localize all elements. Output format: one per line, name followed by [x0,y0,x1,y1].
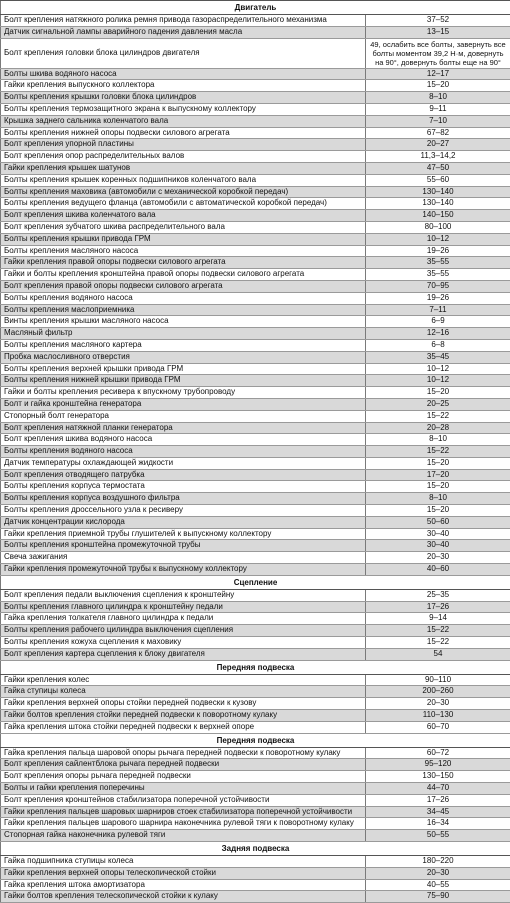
fastener-name: Гайки крепления промежуточной трубы к выпускному коллектору [1,564,366,576]
fastener-name: Гайки болтов крепления телескопической стойки к кулаку [1,891,366,903]
table-row [1,806,510,818]
table-row [1,210,510,222]
fastener-name: Болты крепления нижней опоры подвески силового агрегата [1,127,366,139]
torque-value: 20–30 [366,552,510,564]
fastener-name: Гайка крепления толкателя главного цилиндра к педали [1,613,366,625]
fastener-name: Гайки крепления верхней опоры стойки передней подвески к кузову [1,698,366,710]
table-row [1,648,510,660]
fastener-name: Крышка заднего сальника коленчатого вала [1,115,366,127]
fastener-name: Масляный фильтр [1,328,366,340]
torque-value: 17–20 [366,469,510,481]
torque-value: 34–45 [366,806,510,818]
table-row [1,434,510,446]
torque-value: 16–34 [366,818,510,830]
fastener-name: Гайка подшипника ступицы колеса [1,856,366,868]
fastener-name: Гайки крепления колес [1,674,366,686]
table-row [1,245,510,257]
table-row [1,747,510,759]
torque-value: 10–12 [366,233,510,245]
torque-value: 12–16 [366,328,510,340]
torque-value: 47–50 [366,162,510,174]
fastener-name: Датчик концентрации кислорода [1,516,366,528]
table-row [1,80,510,92]
fastener-name: Гайки болтов крепления стойки передней подвески к поворотному кулаку [1,710,366,722]
torque-value: 8–10 [366,434,510,446]
table-row [1,233,510,245]
table-row [1,198,510,210]
torque-value: 67–82 [366,127,510,139]
table-row [1,698,510,710]
table-row [1,38,510,68]
torque-value: 60–72 [366,747,510,759]
torque-value: 6–8 [366,339,510,351]
table-row [1,637,510,649]
table-row [1,162,510,174]
fastener-name: Болты крепления корпуса термостата [1,481,366,493]
table-row [1,410,510,422]
section-title: Задняя подвеска [1,842,510,856]
fastener-name: Болты крепления водяного насоса [1,446,366,458]
table-row [1,493,510,505]
fastener-name: Болт крепления картера сцепления к блоку двигателя [1,648,366,660]
torque-value: 15–20 [366,387,510,399]
section-title: Передняя подвеска [1,733,510,747]
table-row [1,151,510,163]
fastener-name: Гайка крепления пальца шаровой опоры рычага передней подвески к поворотному кулаку [1,747,366,759]
table-row [1,830,510,842]
fastener-name: Болты крепления кожуха сцепления к маховику [1,637,366,649]
fastener-name: Болт крепления педали выключения сцепления к кронштейну [1,589,366,601]
fastener-name: Болты крепления маслоприемника [1,304,366,316]
table-row [1,879,510,891]
table-row [1,221,510,233]
table-row [1,446,510,458]
table-row [1,625,510,637]
fastener-name: Болты крепления дроссельного узла к ресиверу [1,505,366,517]
fastener-name: Болты крепления водяного насоса [1,292,366,304]
torque-value: 25–35 [366,589,510,601]
table-row [1,68,510,80]
section-header [1,733,510,747]
torque-value: 130–140 [366,186,510,198]
torque-value: 35–55 [366,257,510,269]
table-row [1,528,510,540]
table-row [1,186,510,198]
table-row [1,771,510,783]
fastener-name: Болты крепления маховика (автомобили с механической коробкой передач) [1,186,366,198]
torque-value: 55–60 [366,174,510,186]
table-row [1,269,510,281]
table-row [1,92,510,104]
fastener-name: Стопорная гайка наконечника рулевой тяги [1,830,366,842]
fastener-name: Стопорный болт генератора [1,410,366,422]
fastener-name: Болты крепления термозащитного экрана к выпускному коллектору [1,103,366,115]
torque-value: 110–130 [366,710,510,722]
fastener-name: Болт крепления натяжного ролика ремня привода газораспределительного механизма [1,15,366,27]
torque-value: 30–40 [366,528,510,540]
torque-value: 40–60 [366,564,510,576]
table-row [1,139,510,151]
fastener-name: Гайки крепления крышек шатунов [1,162,366,174]
torque-value: 19–26 [366,292,510,304]
table-row [1,674,510,686]
fastener-name: Датчик сигнальной лампы аварийного падения давления масла [1,26,366,38]
fastener-name: Пробка маслосливного отверстия [1,351,366,363]
table-row [1,564,510,576]
torque-value: 17–26 [366,794,510,806]
table-row [1,304,510,316]
table-row [1,127,510,139]
torque-value: 15–20 [366,505,510,517]
torque-value: 180–220 [366,856,510,868]
table-row [1,710,510,722]
torque-value: 200–260 [366,686,510,698]
table-row [1,15,510,27]
table-row [1,469,510,481]
table-row [1,686,510,698]
table-row [1,505,510,517]
torque-value: 50–55 [366,830,510,842]
table-body [1,1,510,903]
torque-value: 17–26 [366,601,510,613]
torque-value: 7–10 [366,115,510,127]
fastener-name: Болты крепления нижней крышки привода ГРМ [1,375,366,387]
table-row [1,375,510,387]
torque-value: 20–25 [366,398,510,410]
torque-value: 12–17 [366,68,510,80]
table-row [1,328,510,340]
fastener-name: Гайка крепления штока амортизатора [1,879,366,891]
fastener-name: Болт крепления опоры рычага передней подвески [1,771,366,783]
torque-value: 13–15 [366,26,510,38]
fastener-name: Болт и гайка кронштейна генератора [1,398,366,410]
torque-value: 70–95 [366,280,510,292]
section-title: Сцепление [1,575,510,589]
torque-value: 15–22 [366,625,510,637]
fastener-name: Болты крепления крышки привода ГРМ [1,233,366,245]
fastener-name: Болты крепления кронштейна промежуточной трубы [1,540,366,552]
fastener-name: Болты крепления корпуса воздушного фильтра [1,493,366,505]
fastener-name: Гайки крепления приемной трубы глушителей к выпускному коллектору [1,528,366,540]
fastener-name: Гайки и болты крепления кронштейна правой опоры подвески силового агрегата [1,269,366,281]
torque-value: 8–10 [366,92,510,104]
fastener-name: Болт крепления сайлентблока рычага передней подвески [1,759,366,771]
table-row [1,316,510,328]
section-header [1,660,510,674]
torque-value: 130–150 [366,771,510,783]
fastener-name: Болты крепления масляного насоса [1,245,366,257]
table-row [1,422,510,434]
fastener-name: Гайки крепления выпускного коллектора [1,80,366,92]
torque-value: 49, ослабить все болты, завернуть все болты моментом 39,2 Н·м, довернуть на 90°, довернуть болты еще на 90° [366,38,510,68]
section-header [1,575,510,589]
torque-value: 40–55 [366,879,510,891]
fastener-name: Болты крепления крышек коренных подшипников коленчатого вала [1,174,366,186]
torque-value: 10–12 [366,375,510,387]
table-row [1,339,510,351]
fastener-name: Болты шкива водяного насоса [1,68,366,80]
table-row [1,818,510,830]
table-row [1,856,510,868]
table-row [1,351,510,363]
torque-value: 130–140 [366,198,510,210]
fastener-name: Гайки крепления верхней опоры телескопической стойки [1,867,366,879]
table-row [1,552,510,564]
table-row [1,516,510,528]
torque-value: 90–110 [366,674,510,686]
torque-value: 37–52 [366,15,510,27]
torque-value: 20–28 [366,422,510,434]
fastener-name: Гайки крепления правой опоры подвески силового агрегата [1,257,366,269]
fastener-name: Болт крепления упорной пластины [1,139,366,151]
fastener-name: Гайка крепления штока стойки передней подвески к верхней опоре [1,721,366,733]
table-row [1,26,510,38]
torque-value: 35–55 [366,269,510,281]
table-row [1,398,510,410]
fastener-name: Гайки крепления пальцев шаровых шарниров стоек стабилизатора поперечной устойчивости [1,806,366,818]
fastener-name: Свеча зажигания [1,552,366,564]
fastener-name: Гайки крепления пальцев шарового шарнира наконечника рулевой тяги к поворотному кулаку [1,818,366,830]
torque-value: 11,3–14,2 [366,151,510,163]
table-row [1,589,510,601]
torque-value: 30–40 [366,540,510,552]
fastener-name: Болты крепления ведущего фланца (автомобили с автоматической коробкой передач) [1,198,366,210]
table-row [1,759,510,771]
fastener-name: Болт крепления шкива коленчатого вала [1,210,366,222]
fastener-name: Болты крепления рабочего цилиндра выключения сцепления [1,625,366,637]
fastener-name: Болт крепления отводящего патрубка [1,469,366,481]
table-row [1,721,510,733]
fastener-name: Гайки и болты крепления ресивера к впускному трубопроводу [1,387,366,399]
table-row [1,794,510,806]
torque-value: 15–20 [366,457,510,469]
table-row [1,457,510,469]
torque-value: 10–12 [366,363,510,375]
torque-value: 15–20 [366,481,510,493]
torque-value: 15–22 [366,446,510,458]
torque-value: 15–22 [366,637,510,649]
fastener-name: Болты крепления главного цилиндра к кронштейну педали [1,601,366,613]
fastener-name: Болт крепления зубчатого шкива распределительного вала [1,221,366,233]
torque-value: 9–11 [366,103,510,115]
section-header [1,1,510,15]
table-row [1,257,510,269]
table-row [1,891,510,903]
torque-value: 6–9 [366,316,510,328]
section-title: Двигатель [1,1,510,15]
torque-value: 140–150 [366,210,510,222]
torque-value: 54 [366,648,510,660]
torque-value: 60–70 [366,721,510,733]
torque-value: 20–27 [366,139,510,151]
torque-value: 9–14 [366,613,510,625]
torque-value: 7–11 [366,304,510,316]
table-row [1,613,510,625]
section-header [1,842,510,856]
fastener-name: Болты крепления масляного картера [1,339,366,351]
torque-value: 80–100 [366,221,510,233]
torque-value: 35–45 [366,351,510,363]
table-row [1,387,510,399]
table-row [1,115,510,127]
fastener-name: Болт крепления кронштейнов стабилизатора поперечной устойчивости [1,794,366,806]
fastener-name: Болты крепления верхней крышки привода ГРМ [1,363,366,375]
fastener-name: Болты крепления крышки головки блока цилиндров [1,92,366,104]
fastener-name: Винты крепления крышки масляного насоса [1,316,366,328]
table-row [1,103,510,115]
table-row [1,292,510,304]
fastener-name: Болт крепления опор распределительных валов [1,151,366,163]
torque-value: 20–30 [366,867,510,879]
torque-value: 20–30 [366,698,510,710]
torque-value: 44–70 [366,783,510,795]
table-row [1,867,510,879]
fastener-name: Болт крепления натяжной планки генератора [1,422,366,434]
table-row [1,540,510,552]
table-row [1,783,510,795]
torque-value: 50–60 [366,516,510,528]
fastener-name: Болты и гайки крепления поперечины [1,783,366,795]
fastener-name: Гайка ступицы колеса [1,686,366,698]
fastener-name: Датчик температуры охлаждающей жидкости [1,457,366,469]
torque-value: 15–20 [366,80,510,92]
table-row [1,481,510,493]
table-row [1,280,510,292]
section-title: Передняя подвеска [1,660,510,674]
torque-value: 75–90 [366,891,510,903]
torque-value: 15–22 [366,410,510,422]
torque-value: 8–10 [366,493,510,505]
table-row [1,363,510,375]
table-row [1,601,510,613]
fastener-name: Болт крепления шкива водяного насоса [1,434,366,446]
table-row [1,174,510,186]
fastener-name: Болт крепления правой опоры подвески силового агрегата [1,280,366,292]
fastener-name: Болт крепления головки блока цилиндров двигателя [1,38,366,68]
torque-value: 95–120 [366,759,510,771]
torque-value: 19–26 [366,245,510,257]
